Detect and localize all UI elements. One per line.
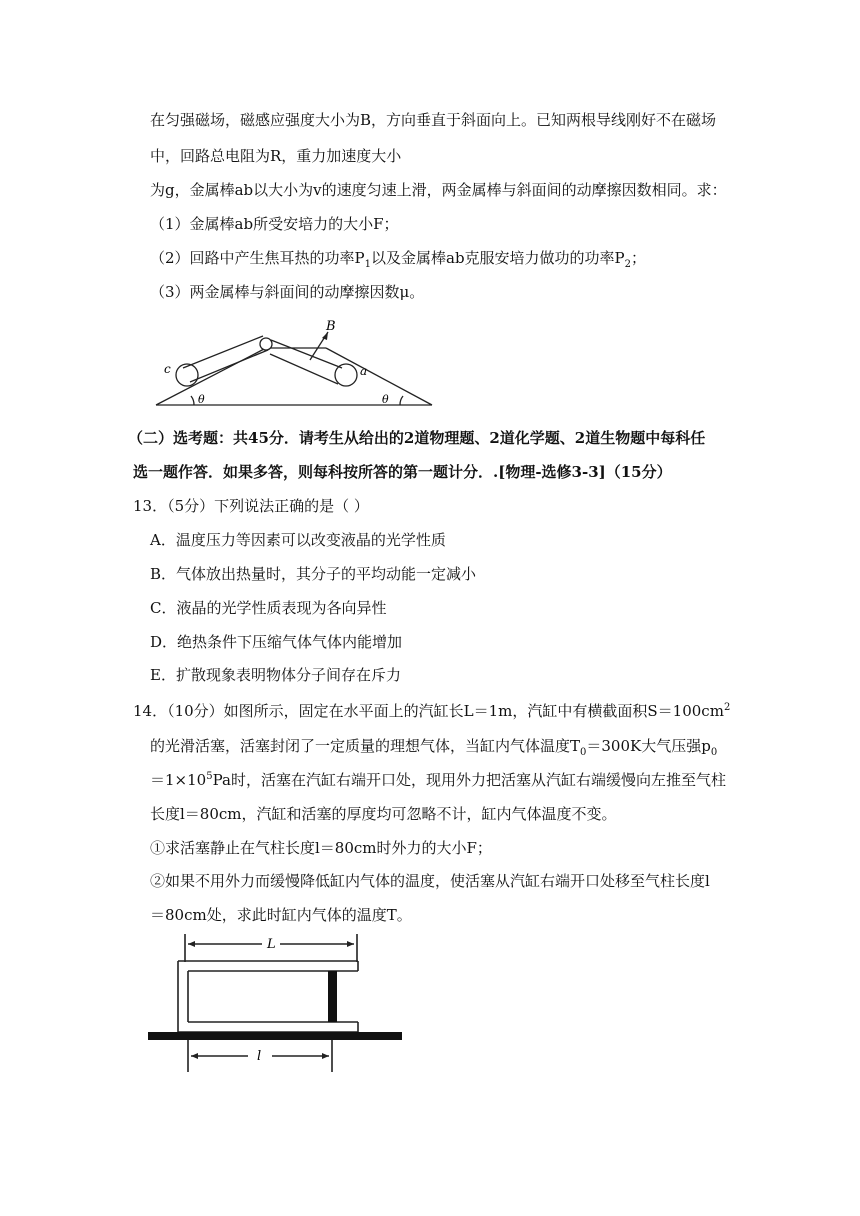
q14-text-line-2: 的光滑活塞，活塞封闭了一定质量的理想气体，当缸内气体温度$T_0=300K$大气压强$p_0$ <box>150 737 718 758</box>
q14-text-line-4: 长度l＝80cm，汽缸和活塞的厚度均可忽略不计，缸内气体温度不变。 <box>150 805 617 823</box>
q13-option-c: C．液晶的光学性质表现为各向异性 <box>150 599 387 617</box>
q13-option-a: A．温度压力等因素可以改变液晶的光学性质 <box>150 531 446 549</box>
q13-stem: 13．（5分）下列说法正确的是（ ） <box>133 497 369 515</box>
q12-sub-question-2: （2）回路中产生焦耳热的功率$P_1$以及金属棒ab克服安培力做功的功率$P_2$； <box>150 249 647 270</box>
q12-text-line-1: 在匀强磁场，磁感应强度大小为B，方向垂直于斜面向上。已知两根导线刚好不在磁场 <box>150 111 717 129</box>
incline-figure <box>150 318 440 410</box>
section2-heading-line-1: （二）选考题：共45分．请考生从给出的2道物理题、2道化学题、2道生物题中每科任 <box>128 429 706 447</box>
q14-sub-question-2-line-2: ＝80cm处，求此时缸内气体的温度T。 <box>150 906 412 924</box>
q13-option-b: B．气体放出热量时，其分子的平均动能一定减小 <box>150 565 477 583</box>
q14-text-line-1: 14．（10分）如图所示，固定在水平面上的汽缸长L＝1m，汽缸中有横截面积$S=100cm^2$ <box>133 702 731 720</box>
q13-option-e: E．扩散现象表明物体分子间存在斥力 <box>150 666 401 684</box>
section2-heading-line-2: 选一题作答．如果多答，则每科按所答的第一题计分．.[物理-选修3-3]（15分） <box>133 463 672 481</box>
theta-left: θ <box>198 393 205 406</box>
q14-text-line-3: $=1\times 10^5Pa$时，活塞在汽缸右端开口处，现用外力把活塞从汽缸右端缓慢向左推至气柱 <box>150 771 726 789</box>
label-B: B <box>326 319 336 334</box>
ground <box>148 1032 402 1040</box>
q14-sub-question-2-line-1: ②如果不用外力而缓慢降低缸内气体的温度，使活塞从汽缸右端开口处移至气柱长度l <box>150 872 710 890</box>
q12-sub-question-1: （1）金属棒ab所受安培力的大小F； <box>150 215 399 233</box>
label-c: c <box>164 362 171 376</box>
q14-sub-question-1: ①求活塞静止在气柱长度l＝80cm时外力的大小F； <box>150 839 492 857</box>
q12-text-line-3: 为g，金属棒ab以大小为v的速度匀速上滑，两金属棒与斜面间的动摩擦因数相同。求： <box>150 181 727 199</box>
label-L: L <box>267 937 276 952</box>
theta-right: θ <box>382 393 389 406</box>
cylinder-figure <box>148 930 408 1078</box>
q12-text-line-2: 中，回路总电阻为R，重力加速度大小 <box>150 147 402 165</box>
label-a: a <box>360 364 368 378</box>
q12-sub-question-3: （3）两金属棒与斜面间的动摩擦因数μ。 <box>150 283 425 301</box>
piston <box>328 971 337 1022</box>
label-l: l <box>257 1049 262 1064</box>
q13-option-d: D．绝热条件下压缩气体气体内能增加 <box>150 633 403 651</box>
